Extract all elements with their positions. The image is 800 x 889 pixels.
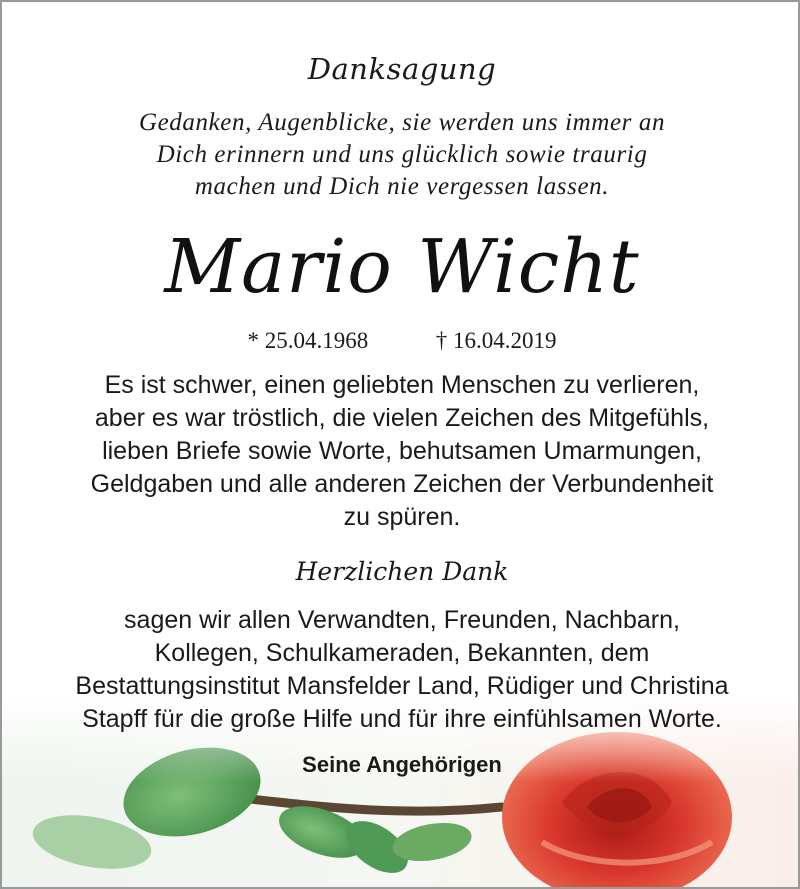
signature: Seine Angehörigen [302,752,502,777]
heading-danksagung: Danksagung [307,52,497,86]
life-dates [2,328,800,354]
thanks-line-3: Bestattungsinstitut Mansfelder Land, Rüdiger und Christina [75,672,729,700]
birth-date: * 25.04.1968 [247,328,369,353]
quote-line-1: Gedanken, Augenblicke, sie werden uns immer an [138,109,666,136]
quote-line-3: machen und Dich nie vergessen lassen. [194,173,610,200]
message-line-5: zu spüren. [343,503,461,531]
thanks-line-4: Stapff für die große Hilfe und für ihre einfühlsamen Worte. [82,705,722,733]
quote-line-2: Dich erinnern und uns glücklich sowie traurig [156,141,648,168]
thanks-heading: Herzlichen Dank [295,557,509,586]
message-line-1: Es ist schwer, einen geliebten Menschen zu verlieren, [104,371,700,399]
message-line-2: aber es war tröstlich, die vielen Zeichen des Mitgefühls, [94,404,710,432]
thanks-line-1: sagen wir allen Verwandten, Freunden, Nachbarn, [124,606,680,634]
thanks-line-2: Kollegen, Schulkameraden, Bekannten, dem [154,639,650,667]
deceased-name: Mario Wicht [164,224,640,310]
message-line-3: lieben Briefe sowie Worte, behutsamen Umarmungen, [102,437,702,465]
message-line-4: Geldgaben und alle anderen Zeichen der Verbundenheit [90,470,714,498]
death-date: † 16.04.2019 [435,328,557,353]
